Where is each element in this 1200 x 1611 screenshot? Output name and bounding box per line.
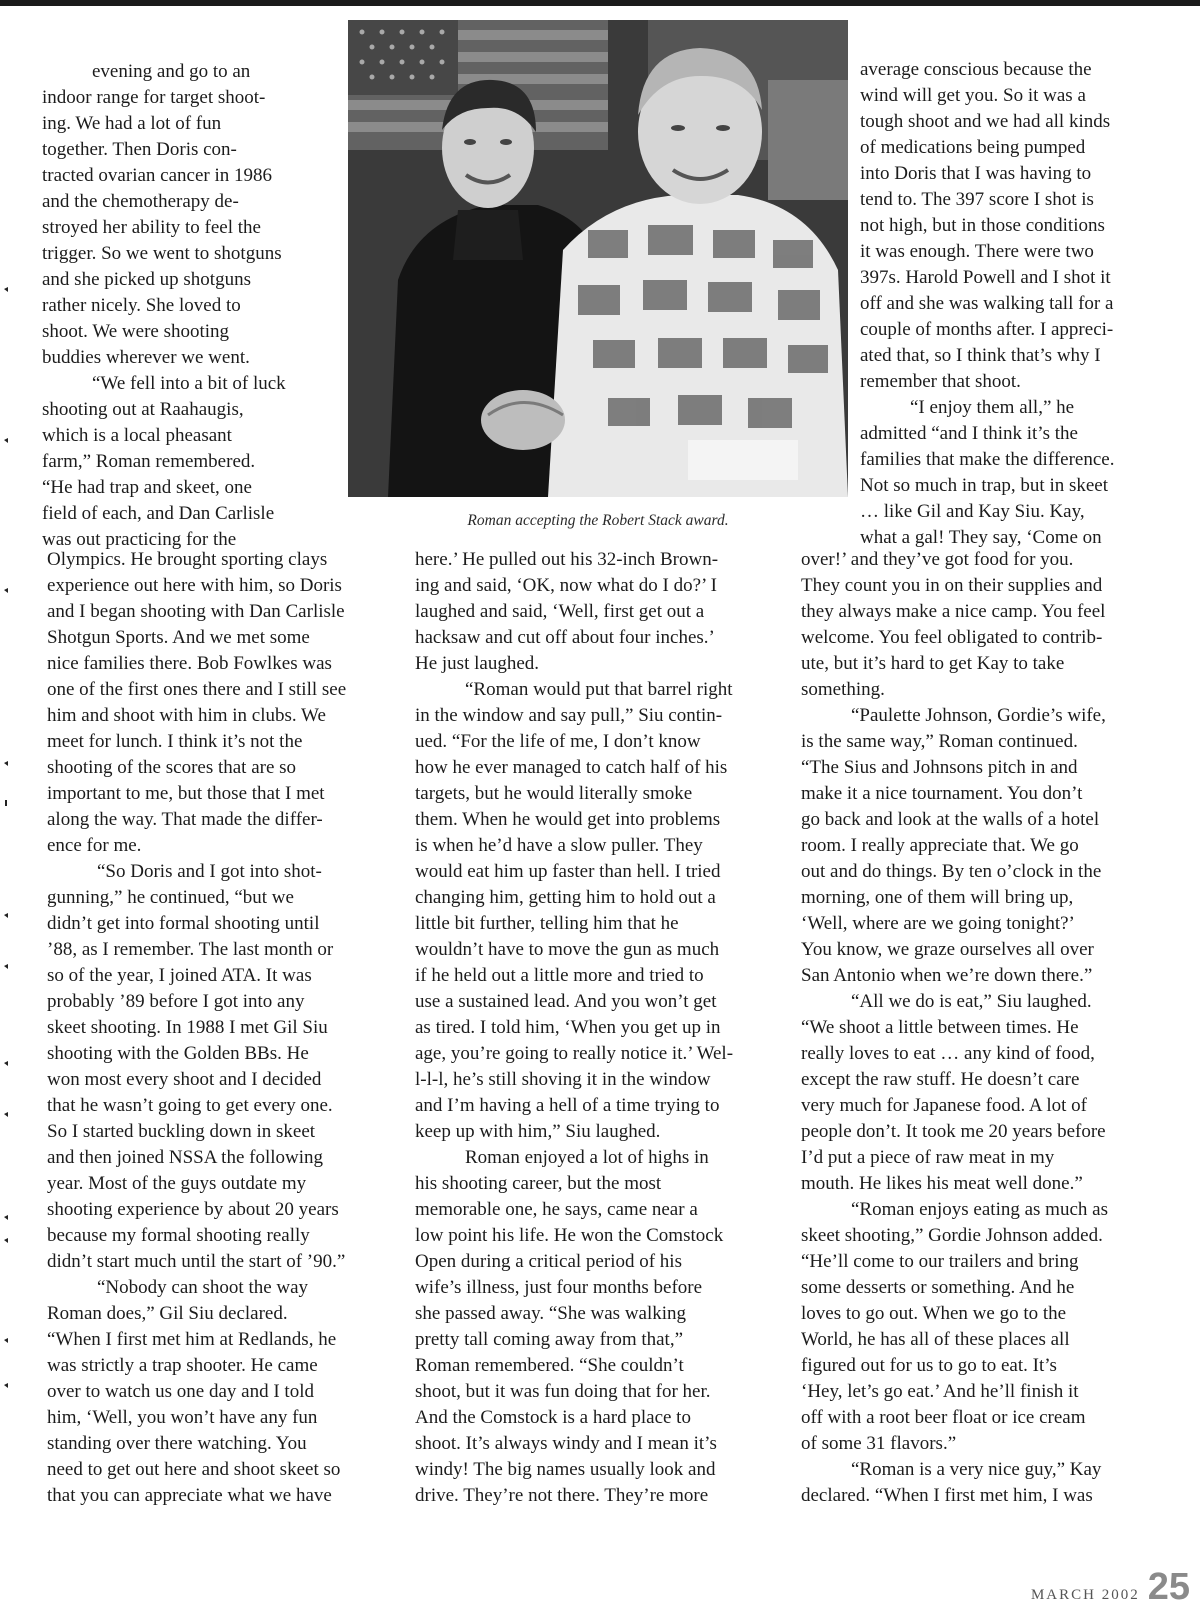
page-number: 25 [1147, 1566, 1190, 1608]
text-line: “Roman would put that barrel right [465, 679, 733, 700]
text-line: shoot, but it was fun doing that for her. [415, 1381, 711, 1402]
text-line: hacksaw and cut off about four inches.’ [415, 627, 715, 648]
text-line: of medications being pumped [860, 137, 1086, 158]
text-line: and then joined NSSA the following [47, 1147, 324, 1168]
text-line: Olympics. He brought sporting clays [47, 549, 328, 570]
text-line: him, ‘Well, you won’t have any fun [47, 1407, 318, 1428]
text-line: one of the first ones there and I still see [47, 679, 347, 700]
text-line: age, you’re going to really notice it.’ Wel- [415, 1043, 734, 1064]
text-line: important to me, but those that I met [47, 783, 325, 804]
text-line: his shooting career, but the most [415, 1173, 662, 1194]
text-line: ated that, so I think that’s why I [860, 345, 1101, 366]
text-line: in the window and say pull,” Siu contin- [415, 705, 723, 726]
text-line: ued. “For the life of me, I don’t know [415, 731, 701, 752]
text-line: indoor range for target shoot- [42, 87, 266, 108]
text-line: she passed away. “She was walking [415, 1303, 687, 1324]
text-line: meet for lunch. I think it’s not the [47, 731, 303, 752]
text-line: use a sustained lead. And you won’t get [415, 991, 717, 1012]
text-line: “We fell into a bit of luck [92, 373, 286, 394]
text-line: shoot. It’s always windy and I mean it’s [415, 1433, 717, 1454]
text-line: wife’s illness, just four months before [415, 1277, 703, 1298]
text-line: and I began shooting with Dan Carlisle [47, 601, 345, 622]
text-line: if he held out a little more and tried to [415, 965, 704, 986]
text-line: trigger. So we went to shotguns [42, 243, 282, 264]
text-line: World, he has all of these places all [801, 1329, 1070, 1350]
column-1-bottom-text [47, 547, 397, 1509]
text-line: He just laughed. [415, 653, 540, 674]
text-line: ’88, as I remember. The last month or [47, 939, 334, 960]
text-line: “The Sius and Johnsons pitch in and [801, 757, 1078, 778]
text-line: “We shoot a little between times. He [801, 1017, 1079, 1038]
text-line: off with a root beer float or ice cream [801, 1407, 1086, 1428]
footer-month: MARCH 2002 [1030, 1587, 1140, 1603]
text-line: was out practicing for the [42, 529, 237, 550]
text-line: welcome. You feel obligated to contrib- [801, 627, 1103, 648]
text-line: rather nicely. She loved to [42, 295, 241, 316]
text-line: “All we do is eat,” Siu laughed. [851, 991, 1092, 1012]
text-line: shooting out at Raahaugis, [42, 399, 244, 420]
text-line: Roman remembered. “She couldn’t [415, 1355, 684, 1376]
column-1-top-text [42, 59, 342, 553]
text-line: 397s. Harold Powell and I shot it [860, 267, 1111, 288]
text-line: here.’ He pulled out his 32-inch Brown- [415, 549, 719, 570]
text-line: and I’m having a hell of a time trying to [415, 1095, 720, 1116]
text-line: So I started buckling down in skeet [47, 1121, 316, 1142]
text-line: which is a local pheasant [42, 425, 232, 446]
text-line: pretty tall coming away from that,” [415, 1329, 684, 1350]
text-line: little bit further, telling him that he [415, 913, 679, 934]
text-line: need to get out here and shoot skeet so [47, 1459, 341, 1480]
text-line: drive. They’re not there. They’re more [415, 1485, 709, 1506]
text-line: changing him, getting him to hold out a [415, 887, 716, 908]
text-line: “When I first met him at Redlands, he [47, 1329, 337, 1350]
text-line: together. Then Doris con- [42, 139, 237, 160]
column-2-text [415, 547, 790, 1509]
text-line: “So Doris and I got into shot- [97, 861, 322, 882]
text-line: how he ever managed to catch half of his [415, 757, 728, 778]
text-line: didn’t get into formal shooting until [47, 913, 320, 934]
text-line: “He’ll come to our trailers and bring [801, 1251, 1079, 1272]
text-line: tough shoot and we had all kinds [860, 111, 1111, 132]
text-line: they always make a nice camp. You feel [801, 601, 1106, 622]
text-line: “I enjoy them all,” he [910, 397, 1075, 418]
text-line: ing and said, ‘OK, now what do I do?’ I [415, 575, 717, 596]
text-line: people don’t. It took me 20 years before [801, 1121, 1106, 1142]
text-line: memorable one, he says, came near a [415, 1199, 698, 1220]
text-line: make it a nice tournament. You don’t [801, 783, 1083, 804]
text-line: experience out here with him, so Doris [47, 575, 342, 596]
text-line: average conscious because the [860, 59, 1092, 80]
text-line: admitted “and I think it’s the [860, 423, 1078, 444]
text-line: really loves to eat … any kind of food, [801, 1043, 1095, 1064]
text-line: along the way. That made the differ- [47, 809, 323, 830]
column-3-top-text [860, 57, 1195, 551]
text-line: “Roman enjoys eating as much as [851, 1199, 1108, 1220]
text-line: won most every shoot and I decided [47, 1069, 322, 1090]
page-top-rule [0, 0, 1200, 6]
text-line: couple of months after. I appreci- [860, 319, 1114, 340]
text-line: … like Gil and Kay Siu. Kay, [860, 501, 1085, 522]
text-line: very much for Japanese food. A lot of [801, 1095, 1087, 1116]
text-line: go back and look at the walls of a hotel [801, 809, 1100, 830]
text-line: that you can appreciate what we have [47, 1485, 332, 1506]
page-footer [1031, 1568, 1190, 1606]
text-line: over to watch us one day and I told [47, 1381, 314, 1402]
text-line: stroyed her ability to feel the [42, 217, 261, 238]
text-line: Shotgun Sports. And we met some [47, 627, 310, 648]
text-line: over!’ and they’ve got food for you. [801, 549, 1074, 570]
text-line: wind will get you. So it was a [860, 85, 1086, 106]
text-line: remember that shoot. [860, 371, 1021, 392]
text-line: some desserts or something. And he [801, 1277, 1075, 1298]
text-line: figured out for us to go to eat. It’s [801, 1355, 1057, 1376]
text-line: probably ’89 before I got into any [47, 991, 305, 1012]
text-line: And the Comstock is a hard place to [415, 1407, 691, 1428]
text-line: is the same way,” Roman continued. [801, 731, 1078, 752]
text-line: Not so much in trap, but in skeet [860, 475, 1109, 496]
text-line: buddies wherever we went. [42, 347, 250, 368]
text-line: nice families there. Bob Fowlkes was [47, 653, 332, 674]
text-line: targets, but he would literally smoke [415, 783, 693, 804]
text-line: “Nobody can shoot the way [97, 1277, 309, 1298]
text-line: “Roman is a very nice guy,” Kay [851, 1459, 1102, 1480]
text-line: low point his life. He won the Comstock [415, 1225, 724, 1246]
text-line: ence for me. [47, 835, 142, 856]
text-line: something. [801, 679, 885, 700]
text-line: farm,” Roman remembered. [42, 451, 256, 472]
text-line: ‘Well, where are we going tonight?’ [801, 913, 1075, 934]
text-line: families that make the difference. [860, 449, 1115, 470]
text-line: I’d put a piece of raw meat in my [801, 1147, 1055, 1168]
text-line: gunning,” he continued, “but we [47, 887, 294, 908]
column-3-bottom-text [801, 547, 1196, 1509]
text-line: You know, we graze ourselves all over [801, 939, 1094, 960]
text-line: would eat him up faster than hell. I tried [415, 861, 721, 882]
text-line: ‘Hey, let’s go eat.’ And he’ll finish it [801, 1381, 1079, 1402]
text-line: year. Most of the guys outdate my [47, 1173, 307, 1194]
text-line: because my formal shooting really [47, 1225, 310, 1246]
text-line: Roman enjoyed a lot of highs in [465, 1147, 709, 1168]
text-line: tracted ovarian cancer in 1986 [42, 165, 272, 186]
text-line: windy! The big names usually look and [415, 1459, 716, 1480]
text-line: shooting of the scores that are so [47, 757, 297, 778]
text-line: didn’t start much until the start of ’90.” [47, 1251, 346, 1272]
text-line: loves to go out. When we go to the [801, 1303, 1067, 1324]
text-line: not high, but in those conditions [860, 215, 1105, 236]
text-line: morning, one of them will bring up, [801, 887, 1074, 908]
text-line: into Doris that I was having to [860, 163, 1092, 184]
text-line: skeet shooting. In 1988 I met Gil Siu [47, 1017, 328, 1038]
text-line: that he wasn’t going to get every one. [47, 1095, 333, 1116]
text-line: and the chemotherapy de- [42, 191, 239, 212]
text-line: wouldn’t have to move the gun as much [415, 939, 720, 960]
text-line: shooting experience by about 20 years [47, 1199, 339, 1220]
text-line: ing. We had a lot of fun [42, 113, 222, 134]
text-line: shooting with the Golden BBs. He [47, 1043, 309, 1064]
text-line: it was enough. There were two [860, 241, 1094, 262]
text-line: him and shoot with him in clubs. We [47, 705, 326, 726]
text-line: tend to. The 397 score I shot is [860, 189, 1094, 210]
text-line: “He had trap and skeet, one [42, 477, 252, 498]
text-line: skeet shooting,” Gordie Johnson added. [801, 1225, 1103, 1246]
text-line: field of each, and Dan Carlisle [42, 503, 275, 524]
text-line: San Antonio when we’re down there.” [801, 965, 1093, 986]
text-line: room. I really appreciate that. We go [801, 835, 1079, 856]
text-line: standing over there watching. You [47, 1433, 307, 1454]
text-line: They count you in on their supplies and [801, 575, 1103, 596]
text-line: except the raw stuff. He doesn’t care [801, 1069, 1080, 1090]
text-line: shoot. We were shooting [42, 321, 230, 342]
text-line: them. When he would get into problems [415, 809, 721, 830]
text-line: l-l-l, he’s still shoving it in the window [415, 1069, 711, 1090]
text-line: is when he’d have a slow puller. They [415, 835, 703, 856]
photo-caption: Roman accepting the Robert Stack award. [467, 512, 729, 529]
text-line: evening and go to an [92, 61, 251, 82]
text-line: was strictly a trap shooter. He came [47, 1355, 318, 1376]
text-line: mouth. He likes his meat well done.” [801, 1173, 1083, 1194]
text-line: keep up with him,” Siu laughed. [415, 1121, 661, 1142]
text-line: off and she was walking tall for a [860, 293, 1114, 314]
text-line: ute, but it’s hard to get Kay to take [801, 653, 1065, 674]
text-line: so of the year, I joined ATA. It was [47, 965, 312, 986]
award-photo [348, 20, 848, 497]
text-line: out and do things. By ten o’clock in the [801, 861, 1102, 882]
text-line: what a gal! They say, ‘Come on [860, 527, 1102, 548]
text-line: declared. “When I first met him, I was [801, 1485, 1093, 1506]
margin-marks [0, 0, 20, 1611]
text-line: Open during a critical period of his [415, 1251, 682, 1272]
award-photo-illustration [348, 20, 848, 497]
text-line: “Paulette Johnson, Gordie’s wife, [851, 705, 1106, 726]
text-line: Roman does,” Gil Siu declared. [47, 1303, 288, 1324]
text-line: and she picked up shotguns [42, 269, 251, 290]
text-line: laughed and said, ‘Well, first get out a [415, 601, 705, 622]
text-line: as tired. I told him, ‘When you get up in [415, 1017, 721, 1038]
text-line: of some 31 flavors.” [801, 1433, 957, 1454]
